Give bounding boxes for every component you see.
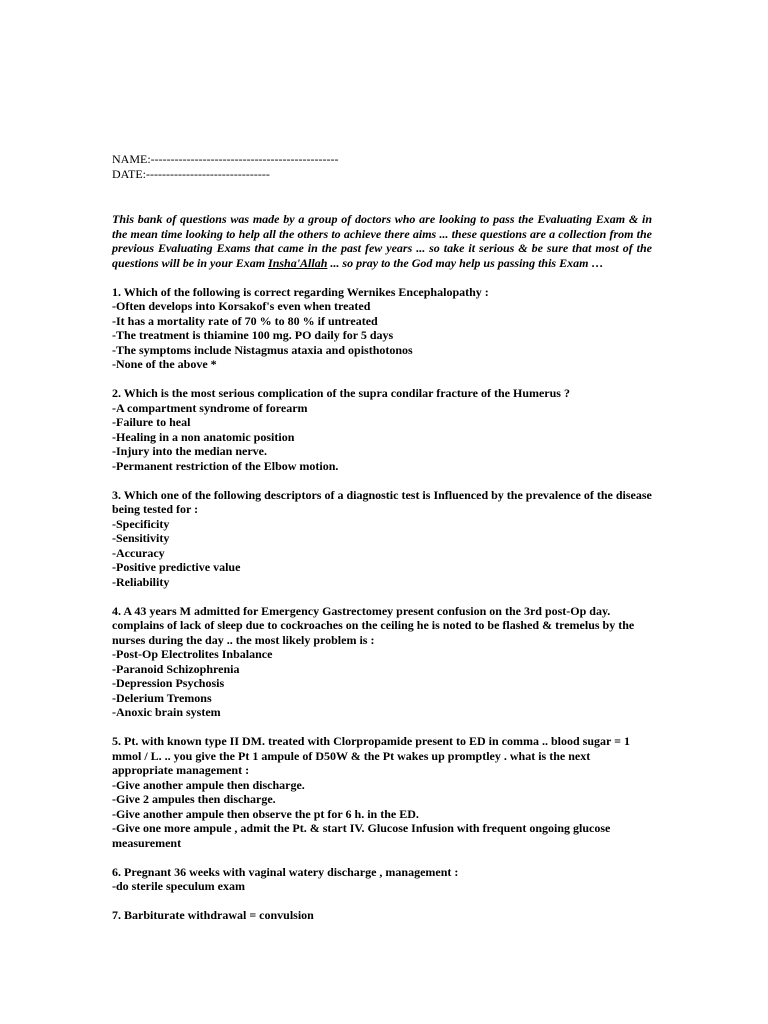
answer-option: -None of the above * bbox=[112, 357, 217, 371]
question-3 bbox=[112, 488, 652, 590]
question-1 bbox=[112, 285, 652, 372]
intro-paragraph bbox=[112, 212, 652, 270]
answer-option: -Sensitivity bbox=[112, 531, 170, 545]
answer-option: -Failure to heal bbox=[112, 415, 191, 429]
question-stem: 5. Pt. with known type II DM. treated with Clorpropamide present to ED in comma .. blood sugar = 1 mmol / L. .. you give the Pt 1 ampule of D50W & the Pt wakes up promptley . what is the next appropriate management : bbox=[112, 734, 630, 777]
question-stem: 7. Barbiturate withdrawal = convulsion bbox=[112, 908, 314, 922]
date-field: DATE:------------------------------- bbox=[112, 166, 270, 181]
answer-option: -The symptoms include Nistagmus ataxia and opisthotonos bbox=[112, 342, 413, 357]
answer-option: -Give another ampule then discharge. bbox=[112, 777, 305, 792]
answer-option: -Delerium Tremons bbox=[112, 690, 212, 705]
answer-option: -Give another ampule then observe the pt for 6 h. in the ED. bbox=[112, 806, 419, 821]
answer-option: -Anoxic brain system bbox=[112, 705, 221, 719]
answer-option: -It has a mortality rate of 70 % to 80 % if untreated bbox=[112, 313, 378, 328]
question-stem: 3. Which one of the following descriptors of a diagnostic test is Influenced by the prevalence of the disease being tested for : bbox=[112, 487, 652, 516]
answer-option: -Healing in a non anatomic position bbox=[112, 429, 295, 444]
answer-option: -Give one more ampule , admit the Pt. & start IV. Glucose Infusion with frequent ongoing glucose measurement bbox=[112, 821, 611, 850]
answer-option: -Injury into the median nerve. bbox=[112, 444, 267, 458]
question-stem: 4. A 43 years M admitted for Emergency Gastrectomey present confusion on the 3rd post-Op day. complains of lack of sleep due to cockroaches on the ceiling he is noted to be flashed & tremelus by the nurses during the day .. the most likely problem is : bbox=[112, 603, 635, 647]
question-2 bbox=[112, 386, 652, 473]
name-field: NAME:----------------------------------------------- bbox=[112, 152, 339, 166]
answer-option: -Often develops into Korsakof's even when treated bbox=[112, 299, 371, 313]
intro-underlined-text: Insha'Allah bbox=[268, 255, 328, 270]
answer-option: -Accuracy bbox=[112, 545, 165, 560]
question-stem: 2. Which is the most serious complication of the supra condilar fracture of the Humerus ? bbox=[112, 386, 570, 400]
question-4 bbox=[112, 604, 652, 720]
document-page bbox=[112, 152, 652, 923]
answer-option: -do sterile speculum exam bbox=[112, 879, 245, 893]
answer-option: -Post-Op Electrolites Inbalance bbox=[112, 647, 273, 661]
intro-text-before: This bank of questions was made by a group of doctors who are looking to pass the Evaluating Exam & in the mean time looking to help all the others to achieve there aims ... these questions are a collection from the previous Evaluating Exams that came in the past few years ... so take it serious & be sure that most of the questions will be in your Exam bbox=[112, 212, 652, 270]
answer-option: -Give 2 ampules then discharge. bbox=[112, 792, 276, 806]
question-6 bbox=[112, 865, 652, 894]
question-5 bbox=[112, 734, 652, 850]
answer-option: -Permanent restriction of the Elbow motion. bbox=[112, 458, 339, 473]
intro-text-after: ... so pray to the God may help us passing this Exam … bbox=[327, 255, 604, 270]
answer-option: -Depression Psychosis bbox=[112, 676, 225, 690]
answer-option: -A compartment syndrome of forearm bbox=[112, 400, 308, 415]
answer-option: -The treatment is thiamine 100 mg. PO daily for 5 days bbox=[112, 328, 394, 342]
answer-option: -Paranoid Schizophrenia bbox=[112, 661, 240, 676]
answer-option: -Specificity bbox=[112, 516, 170, 531]
question-stem: 6. Pregnant 36 weeks with vaginal watery discharge , management : bbox=[112, 864, 459, 879]
answer-option: -Reliability bbox=[112, 574, 170, 589]
question-stem: 1. Which of the following is correct regarding Wernikes Encephalopathy : bbox=[112, 284, 489, 299]
answer-option: -Positive predictive value bbox=[112, 560, 241, 574]
question-7 bbox=[112, 908, 652, 923]
